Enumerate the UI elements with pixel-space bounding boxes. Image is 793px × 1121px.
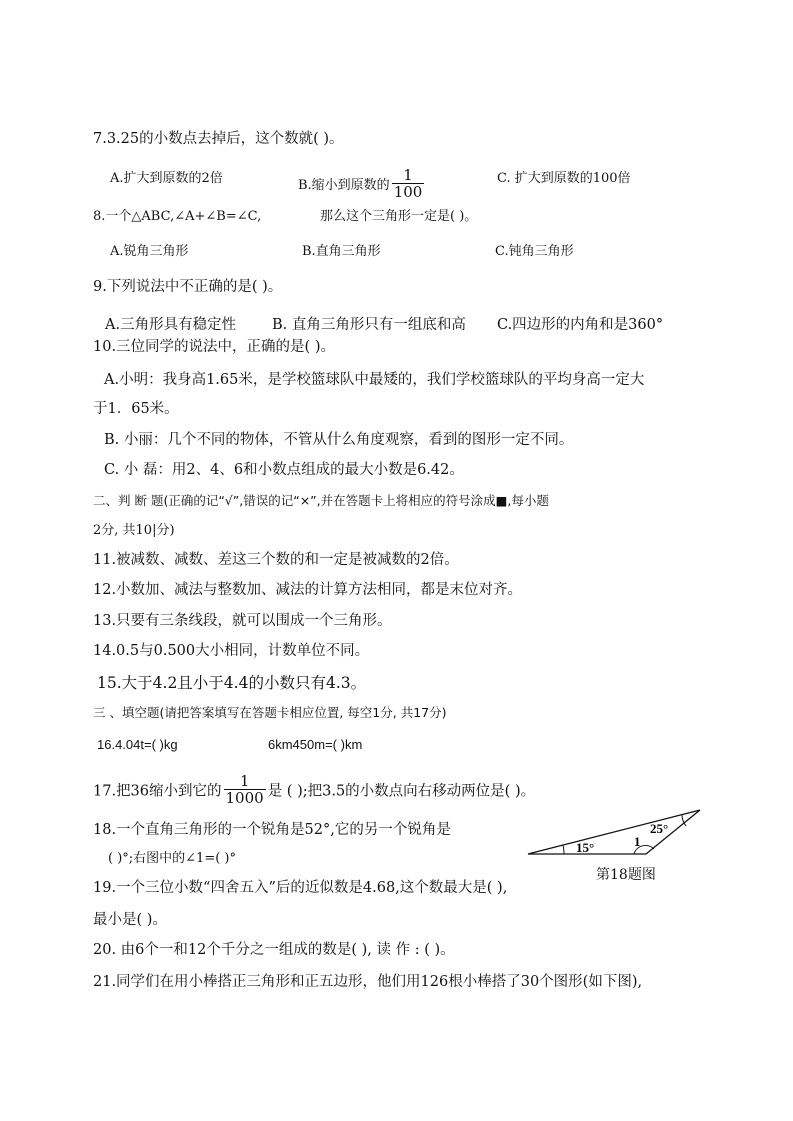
q8-option-a: A.锐角三角形 (110, 244, 189, 259)
q16-part1: 16.4.04t=( )kg (97, 737, 178, 752)
q18-triangle-figure (524, 806, 704, 864)
q17-line (93, 772, 536, 808)
q16-part2: 6km450m=( )km (268, 737, 363, 752)
q17-frac-den: 1000 (225, 789, 264, 807)
section2-title-line1: 二、判 断 题(正确的记“√”,错误的记“×”,并在答题卡上将相应的符号涂成■,每小题 (93, 493, 549, 508)
q7-option-b-fraction (392, 167, 425, 200)
q19-line1: 19.一个三位小数“四舍五入”后的近似数是4.68,这个数最大是( ), (93, 880, 508, 896)
q7-frac-num: 1 (403, 166, 413, 184)
q7-option-c: C. 扩大到原数的100倍 (497, 171, 631, 186)
q18-angle-label-mid: 1 (634, 834, 641, 849)
q18-line1: 18.一个直角三角形的一个锐角是52°,它的另一个锐角是 (93, 822, 451, 838)
q17-frac-num: 1 (239, 772, 250, 790)
q17-fraction (224, 773, 266, 806)
q8-option-c: C.钝角三角形 (495, 244, 574, 259)
q18-angle-arc-left (563, 845, 564, 854)
q10-option-a-line2: 于1．65米。 (93, 401, 179, 417)
judge-item: 14.0.5与0.500大小相同，计数单位不同。 (93, 643, 370, 659)
q7-option-b-text: B.缩小到原数的 (298, 178, 390, 193)
q21-line: 21.同学们在用小棒搭正三角形和正五边形，他们用126根小棒搭了30个图形(如下图), (93, 974, 643, 990)
q7-option-a: A.扩大到原数的2倍 (110, 171, 223, 186)
q18-figure-caption: 第18题图 (596, 867, 656, 883)
q18-angle-label-left: 15° (576, 840, 595, 855)
q7-option-b (298, 166, 426, 202)
section3-title: 三 、填空题(请把答案填写在答题卡相应位置, 每空1分, 共17分) (93, 705, 447, 720)
q7-stem: 7.3.25的小数点去掉后，这个数就( )。 (93, 131, 344, 147)
judge-item: 11.被减数、减数、差这三个数的和一定是被减数的2倍。 (93, 552, 459, 568)
q9-option-c: C.四边形的内角和是360° (497, 317, 664, 333)
q17-post: 是 ( );把3.5的小数点向右移动两位是( )。 (267, 783, 536, 800)
q8-stem-rest: 那么这个三角形一定是( )。 (320, 209, 478, 224)
q8-stem: 8.一个△ABC,∠A+∠B=∠C, (93, 209, 262, 224)
judge-item: 15.大于4.2且小于4.4的小数只有4.3。 (97, 674, 367, 692)
q18-angle-label-top: 25° (650, 821, 669, 836)
q10-option-b: B. 小丽：几个不同的物体，不管从什么角度观察，看到的图形一定不同。 (104, 432, 574, 448)
judge-item: 13.只要有三条线段，就可以围成一个三角形。 (93, 613, 392, 629)
q10-stem: 10.三位同学的说法中，正确的是( )。 (93, 339, 335, 355)
q19-line2: 最小是( )。 (93, 912, 167, 928)
q9-option-a: A.三角形具有稳定性 (105, 317, 237, 333)
q20-line: 20. 由6个一和12个千分之一组成的数是( ), 读 作 : ( )。 (93, 942, 455, 958)
q17-pre: 17.把36缩小到它的 (93, 783, 222, 800)
q18-line2: ( )°;右图中的∠1=( )° (108, 851, 236, 866)
section2-title-line2: 2分, 共10|分) (93, 523, 175, 538)
q10-option-c: C. 小 磊：用2、4、6和小数点组成的最大小数是6.42。 (104, 462, 464, 478)
q10-option-a-line1: A.小明：我身高1.65米，是学校篮球队中最矮的，我们学校篮球队的平均身高一定大 (104, 372, 645, 388)
q7-frac-den: 100 (393, 183, 423, 201)
judge-item: 12.小数加、减法与整数加、减法的计算方法相同，都是末位对齐。 (93, 582, 523, 598)
q18-triangle (528, 810, 700, 854)
q9-stem: 9.下列说法中不正确的是( )。 (93, 279, 283, 295)
q8-option-b: B.直角三角形 (302, 244, 381, 259)
q9-option-b: B. 直角三角形只有一组底和高 (272, 317, 466, 333)
